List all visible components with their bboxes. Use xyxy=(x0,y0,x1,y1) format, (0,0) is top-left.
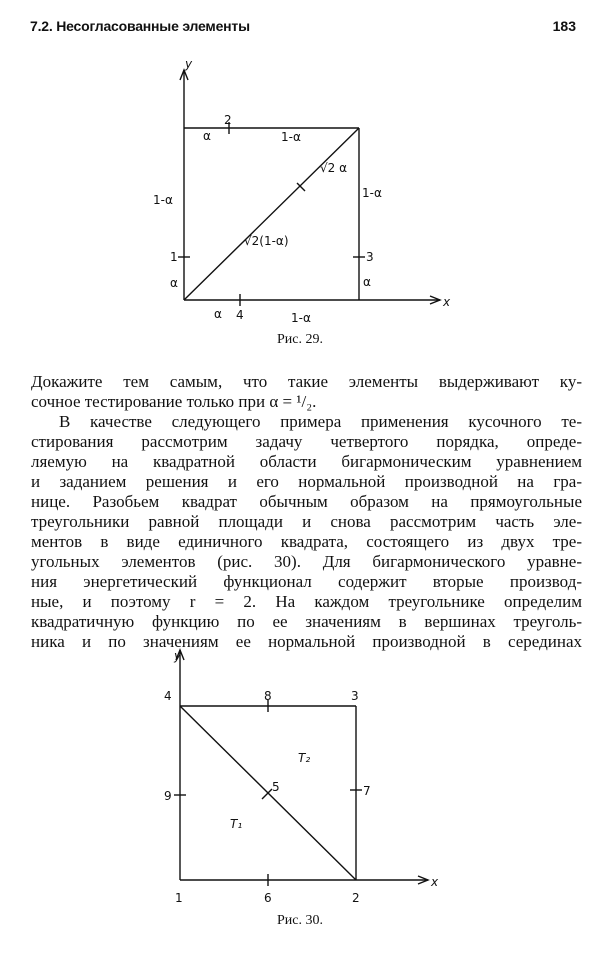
fig29-node-1: 1 xyxy=(170,250,178,264)
running-header-title: 7.2. Несогласованные элементы xyxy=(30,18,250,34)
text-line: ментов в виде единичного квадрата, состоящего из двух тре- xyxy=(31,532,582,551)
fig29-left-alpha: α xyxy=(170,276,178,290)
fig30-triangle-2-label: T₂ xyxy=(298,751,311,765)
text-line: В качестве следующего примера применения кусочного те- xyxy=(59,412,582,431)
fig29-diag-lower-label: √2(1-α) xyxy=(244,234,289,248)
text-line: и заданием решения и его нормальной производной на гра- xyxy=(31,472,582,491)
text-line: сочное тестирование только при α = ¹/₂. xyxy=(31,392,317,411)
page-number: 183 xyxy=(552,18,576,34)
fig30-axis-x-label: x xyxy=(431,875,439,889)
fig30-node-9: 9 xyxy=(164,789,172,803)
text-line: угольных элементов (рис. 30). Для бигармонического уравне- xyxy=(31,552,582,571)
fig29-bottom-alpha: α xyxy=(214,307,222,321)
fig29-node-3: 3 xyxy=(366,250,374,264)
fig29-diag-upper-label: √2 α xyxy=(320,161,348,175)
text-line: ляемую на квадратной области бигармоническим уравнением xyxy=(31,452,582,471)
fig29-bottom-one-minus-alpha: 1-α xyxy=(291,311,311,325)
fig30-node-7: 7 xyxy=(363,784,371,798)
fig30-node-4: 4 xyxy=(164,689,172,703)
fig29-node-4: 4 xyxy=(236,308,244,322)
text-line: ные, и поэтому r = 2. На каждом треугольнике определим xyxy=(31,592,582,611)
text-line: треугольники равной площади и снова рассмотрим часть эле- xyxy=(31,512,582,531)
fig30-triangle-1-label: T₁ xyxy=(230,817,243,831)
figure-30 xyxy=(0,640,600,910)
text-line: ника и по значениям ее нормальной производной в серединах xyxy=(31,632,582,651)
fig30-node-6: 6 xyxy=(264,891,272,905)
fig29-axis-x-label: x xyxy=(443,295,451,309)
fig30-node-2: 2 xyxy=(352,891,360,905)
fig29-left-one-minus-alpha: 1-α xyxy=(153,193,173,207)
figure-29 xyxy=(0,0,600,330)
fig30-tick-5 xyxy=(262,789,272,799)
body-text xyxy=(31,372,582,652)
text-line: ния энергетический функционал содержит вторые производ- xyxy=(31,572,582,591)
paragraph-2 xyxy=(31,412,582,652)
fig29-diagonal xyxy=(184,128,359,300)
fig29-axis-y-label: y xyxy=(185,57,193,71)
fig30-axis-y-label: y xyxy=(174,649,182,663)
fig30-node-1: 1 xyxy=(175,891,183,905)
fig29-right-one-minus-alpha: 1-α xyxy=(362,186,382,200)
figure-30-caption: Рис. 30. xyxy=(277,913,323,928)
fig29-node-2: 2 xyxy=(224,113,232,127)
fig30-node-8: 8 xyxy=(264,689,272,703)
fig29-right-alpha: α xyxy=(363,275,371,289)
paragraph-1 xyxy=(31,372,582,412)
fig29-top-one-minus-alpha: 1-α xyxy=(281,130,301,144)
fig30-node-5: 5 xyxy=(272,780,280,794)
fig29-top-alpha: α xyxy=(203,129,211,143)
figure-29-caption: Рис. 29. xyxy=(277,332,323,347)
fig30-node-3: 3 xyxy=(351,689,359,703)
text-line: Докажите тем самым, что такие элементы выдерживают ку- xyxy=(31,372,582,391)
text-line: квадратичную функцию по ее значениям в вершинах треуголь- xyxy=(31,612,582,631)
text-line: стирования рассмотрим задачу четвертого порядка, опреде- xyxy=(31,432,582,451)
text-line: нице. Разобьем квадрат обычным образом на прямоугольные xyxy=(31,492,582,511)
